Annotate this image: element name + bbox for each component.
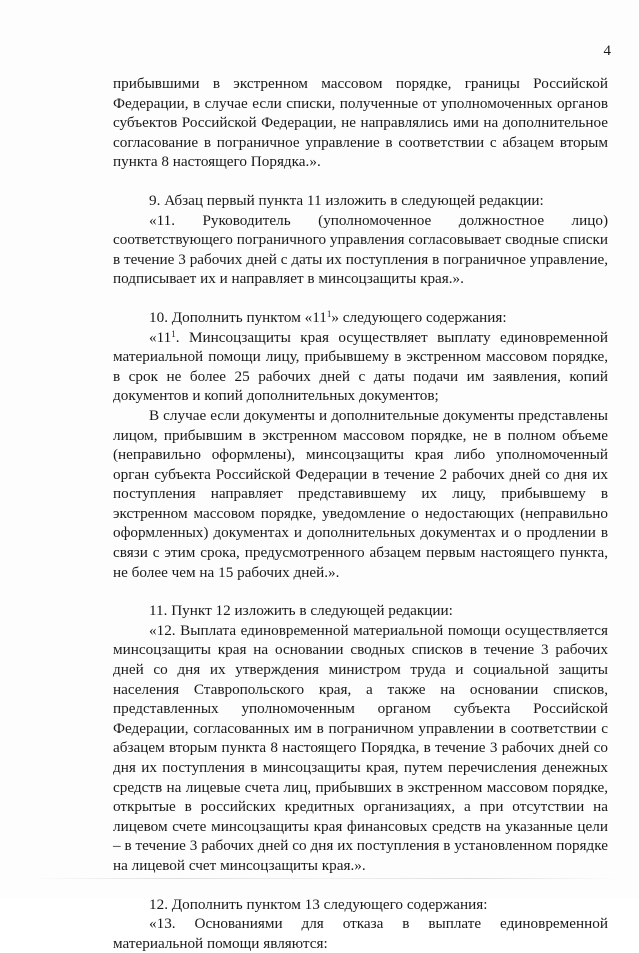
paragraph-item-10-text: 10. Дополнить пунктом «11 (149, 308, 327, 326)
paragraph-item-10-text-end: » следующего содержания: (331, 308, 507, 326)
paragraph-item-12: 12. Дополнить пунктом 13 следующего содержания: (149, 895, 488, 913)
paragraph-clause-11-1-second: В случае если документы и дополнительные документы представлены лицом, прибывшим в экстренном массовом порядке, не в полном объеме (неправильно оформлены), минсоцзащиты края либо уполномоченный орган субъекта Российской Федерации в течение 2 рабочих дней со дня их поступления направляет представившему их лицу, прибывшему в экстренном массовом порядке, уведомление о недостающих (неправильно оформленных) документах и дополнительных документах и о продлении в связи с этим срока, предусмотренного абзацем первым настоящего пункта, не более чем на 15 рабочих дней.». (113, 406, 608, 581)
scan-artifact-line (30, 878, 620, 879)
paragraph-item-11: 11. Пункт 12 изложить в следующей редакции: (149, 602, 453, 620)
paragraph-continuation: прибывшими в экстренном массовом порядке, границы Российской Федерации, в случае если списки, полученные от уполномоченных органов субъектов Российской Федерации, не направлялись ими на дополнительное согласование в пограничное управление в соответствии с абзацем вторым пункта 8 настоящего Порядка.». (113, 75, 608, 171)
paragraph-clause-12: «12. Выплата единовременной материальной помощи осуществляется минсоцзащиты края на основании сводных списков в течение 3 рабочих дней со дня их утверждения министром труда и социальной защиты населения Ставропольского края, а также на основании списков, представленных уполномоченным органом субъекта Российской Федерации, согласованных им в пограничном управлении в соответствии с абзацем вторым пункта 8 настоящего Порядка, в течение 3 рабочих дней со дня их поступления в минсоцзащиты края, путем перечисления денежных средств на лицевые счета лиц, прибывших в экстренном массовом порядке, открытые в российских кредитных организациях, а при отсутствии на лицевом счете минсоцзащиты края финансовых средств на указанные цели – в течение 3 рабочих дней со дня их поступления в установленном порядке на лицевой счет минсоцзащиты края.». (113, 621, 608, 874)
superscript-marker: 1 (171, 328, 176, 339)
paragraph-clause-11-1-text: . Минсоцзащиты края осуществляет выплату единовременной материальной помощи лицу, прибывшему в экстренном массовом порядке, в срок не более 25 рабочих дней с даты подачи им заявления, копий документов и копий дополнительных документов; (113, 328, 608, 405)
paragraph-clause-11-1-start: «11 (149, 328, 172, 346)
paragraph-clause-11: «11. Руководитель (уполномоченное должностное лицо) соответствующего пограничного управления согласовывает сводные списки в течение 3 рабочих дней с даты их поступления в пограничное управление, подписывает их и направляет в минсоцзащиты края.». (113, 211, 608, 288)
paragraph-item-9: 9. Абзац первый пункта 11 изложить в следующей редакции: (149, 191, 544, 209)
page-number: 4 (603, 43, 611, 59)
paragraph-clause-13: «13. Основаниями для отказа в выплате единовременной материальной помощи являются: (113, 915, 608, 952)
superscript-marker: 1 (326, 308, 332, 319)
paragraph-clause-11-1 (113, 328, 608, 406)
paragraph-item-10 (113, 308, 608, 328)
document-body (113, 74, 608, 953)
